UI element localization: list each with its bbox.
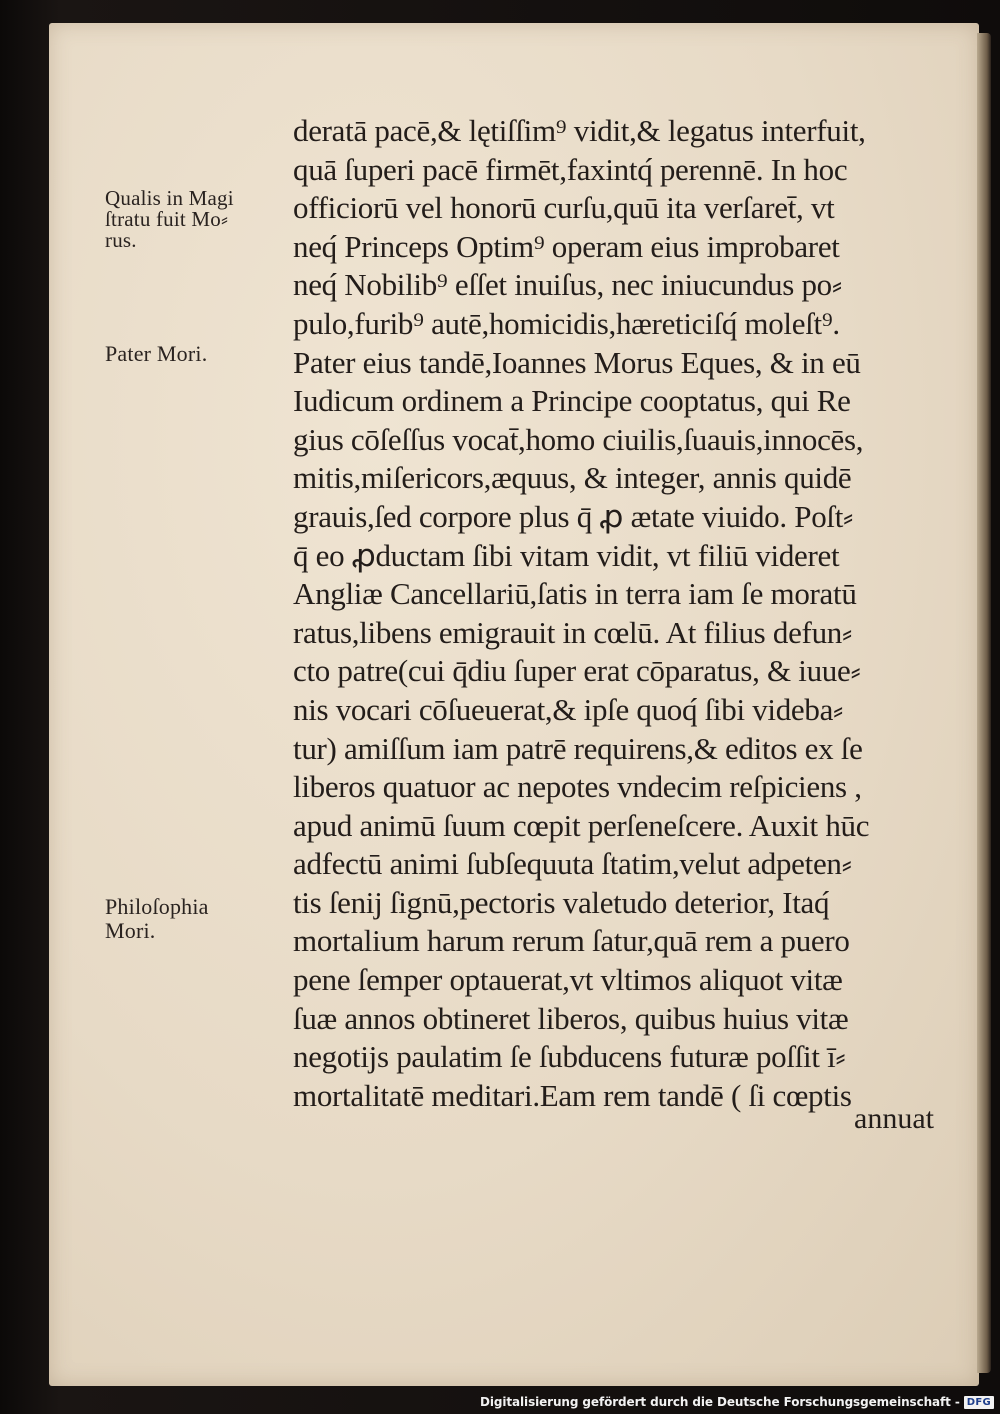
text-line: mortalium harum rerum ſatur,quā rem a puero [293, 923, 850, 959]
text-line: deratā pacē,& lętiſſim⁹ vidit,& legatus interfuit, [293, 113, 866, 148]
marginal-note-line: ſtratu fuit Mo⸗ [105, 207, 229, 231]
text-line: negotijs paulatim ſe ſubducens futuræ poſſit ī⸗ [293, 1039, 846, 1075]
text-line: pene ſemper optauerat,vt vltimos aliquot vitæ [293, 962, 843, 998]
text-line: quā ſuperi pacē firmēt,faxintq́ perennē. In hoc [293, 151, 848, 187]
text-line: grauis,ſed corpore plus q̄ ꝓ ætate viuido. Poſt⸗ [293, 498, 854, 534]
text-line: liberos quatuor ac nepotes vndecim reſpiciens , [293, 769, 862, 805]
footer-credit-text: Digitalisierung gefördert durch die Deutsche Forschungsgemeinschaft - [480, 1395, 960, 1409]
text-line: neq́ Nobilib⁹ eſſet inuiſus, nec iniucundus po⸗ [293, 267, 842, 303]
text-line: mitis,miſericors,æquus, & integer, annis quidē [293, 460, 852, 496]
marginal-note-philosophia [105, 895, 285, 943]
text-line: apud animū ſuum cœpit perſeneſcere. Auxit hūc [293, 807, 870, 843]
text-line: mortalitatē meditari.Eam rem tandē ( ſi cœptis [293, 1077, 852, 1113]
digitization-footer [480, 1392, 994, 1412]
main-text-block [293, 112, 943, 1115]
text-line: Iudicum ordinem a Principe cooptatus, qui Re [293, 383, 851, 419]
dfg-logo: DFG [964, 1396, 994, 1409]
text-line: neq́ Princeps Optim⁹ operam eius improbaret [293, 228, 840, 264]
text-line: tur) amiſſum iam patrē requirens,& editos ex ſe [293, 730, 863, 766]
text-line: ſuæ annos obtineret liberos, quibus huius vitæ [293, 1000, 849, 1036]
catchword: annuat [854, 1102, 934, 1135]
text-line: cto patre(cui q̄diu ſuper erat cōparatus, & iuue⸗ [293, 653, 861, 689]
marginal-note-pater [105, 343, 285, 364]
marginal-note-line: Philoſophia [105, 894, 209, 919]
text-line: pulo,furib⁹ autē,homicidis,hæreticiſq́ moleſt⁹. [293, 305, 840, 341]
text-line: tis ſenij ſignū,pectoris valetudo deterior, Itaq́ [293, 884, 830, 920]
marginal-note-line: Qualis in Magi [105, 186, 234, 210]
text-line: q̄ eo ꝓductam ſibi vitam vidit, vt filiū videret [293, 537, 840, 573]
marginal-note-magistratu [105, 188, 285, 251]
page-edge [977, 33, 991, 1373]
text-line: adfectū animi ſubſequuta ſtatim,velut adpeten⸗ [293, 846, 852, 882]
text-line: officiorū vel honorū curſu,quū ita verſaret̄, vt [293, 190, 835, 226]
text-line: Pater eius tandē,Ioannes Morus Eques, & in eū [293, 344, 861, 380]
marginal-note-line: Pater Mori. [105, 341, 208, 366]
text-line: nis vocari cōſueuerat,& ipſe quoq́ ſibi videba⸗ [293, 691, 844, 727]
text-line: Angliæ Cancellariū,ſatis in terra iam ſe moratū [293, 576, 857, 612]
text-line: ratus,libens emigrauit in cœlū. At filius defun⸗ [293, 614, 852, 650]
marginal-note-line: rus. [105, 228, 137, 252]
text-line: gius cōſeſſus vocat̄,homo ciuilis,ſuauis,innocēs, [293, 421, 864, 457]
marginal-note-line: Mori. [105, 918, 156, 943]
